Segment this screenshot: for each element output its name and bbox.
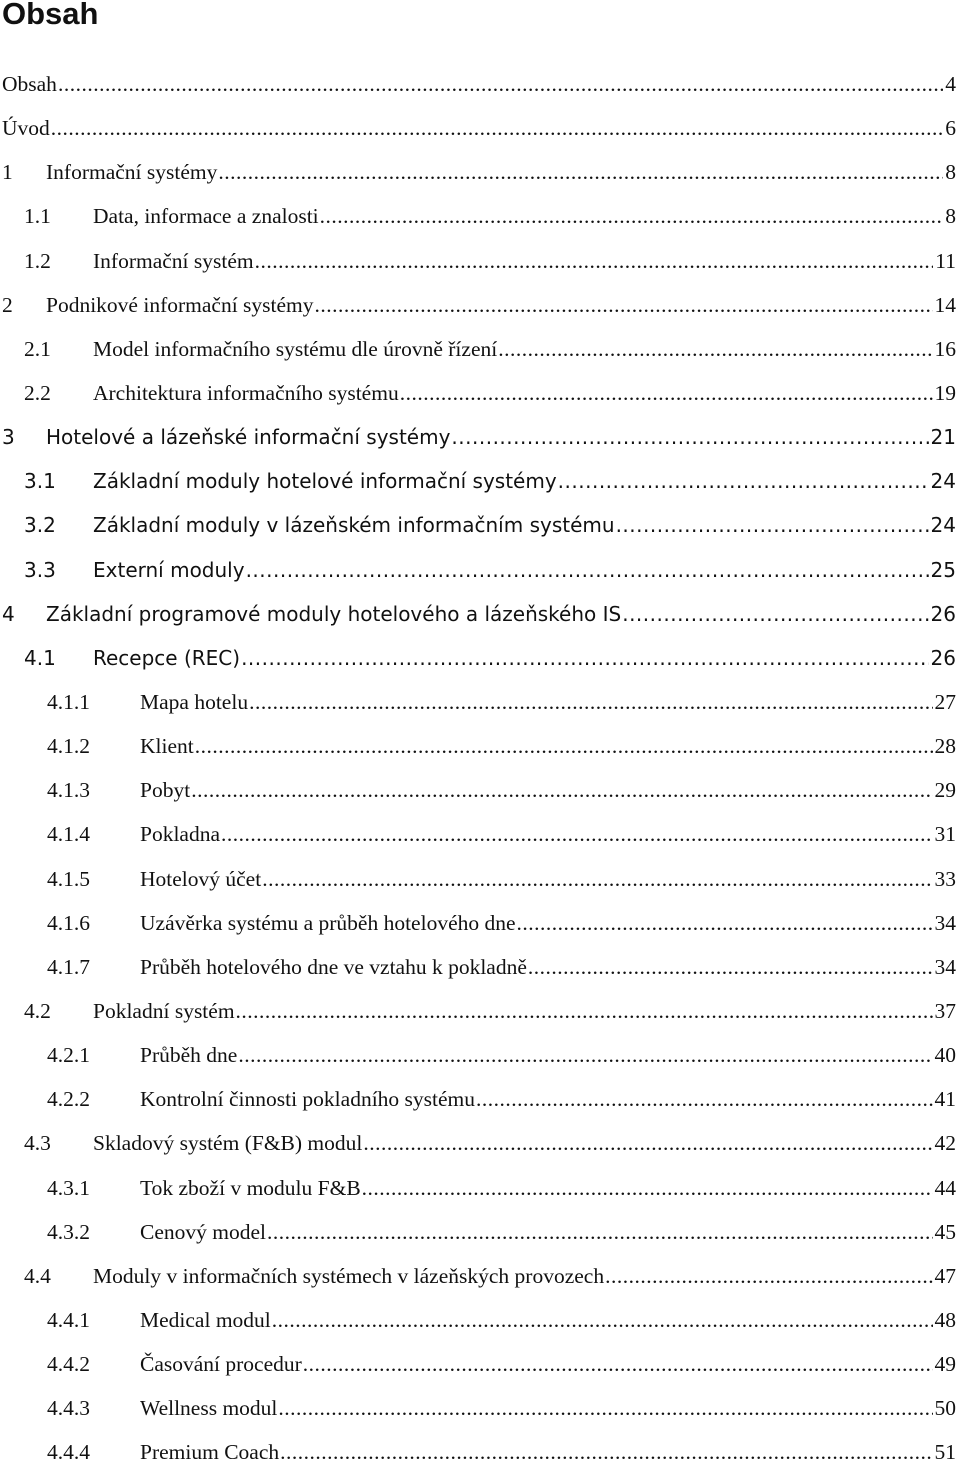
dot-leader	[272, 1298, 933, 1342]
dot-leader	[558, 459, 929, 503]
dot-leader	[303, 1342, 933, 1386]
toc-entry[interactable]	[0, 239, 956, 283]
toc-entry-label[interactable]: Model informačního systému dle úrovně řízení	[93, 327, 498, 371]
dot-leader	[605, 1254, 932, 1298]
toc-entry-page-number[interactable]: 28	[933, 724, 957, 768]
toc-entry-number: 4.1	[24, 645, 56, 670]
toc-entry-page-number[interactable]: 42	[933, 1121, 957, 1165]
toc-entry-page-number[interactable]: 6	[943, 106, 956, 150]
dot-leader	[616, 503, 929, 547]
toc-entry-page-number[interactable]: 44	[933, 1166, 957, 1210]
toc-entry-number: 4.4	[24, 1263, 51, 1288]
toc-entry-page-number[interactable]: 34	[933, 945, 957, 989]
toc-entry[interactable]	[0, 1342, 956, 1386]
toc-entry-page-number[interactable]: 50	[933, 1386, 957, 1430]
dot-leader	[498, 327, 932, 371]
toc-entry-label[interactable]: Mapa hotelu	[140, 680, 249, 724]
toc-entry-line	[93, 636, 956, 680]
toc-entry-number: 4.1.2	[47, 734, 90, 759]
toc-entry-line	[140, 1077, 956, 1121]
dot-leader	[278, 1386, 932, 1430]
toc-entry-label[interactable]: Obsah	[2, 62, 58, 106]
dot-leader	[255, 239, 934, 283]
toc-entry[interactable]	[0, 1166, 956, 1210]
toc-entry-page-number[interactable]: 45	[933, 1210, 957, 1254]
toc-entry-label[interactable]: Premium Coach	[140, 1430, 280, 1474]
dot-leader	[622, 592, 928, 636]
toc-entry-number: 1.2	[24, 248, 51, 273]
toc-entry-number: 4.2.2	[47, 1087, 90, 1112]
toc-entry[interactable]	[0, 1121, 956, 1165]
toc-entry[interactable]	[0, 680, 956, 724]
toc-entry-number: 4.4.3	[47, 1396, 90, 1421]
dot-leader	[400, 371, 933, 415]
dot-leader	[476, 1077, 932, 1121]
toc-entry-label[interactable]: Skladový systém (F&B) modul	[93, 1121, 363, 1165]
toc-entry-number: 1	[2, 160, 13, 185]
toc-entry-line	[140, 812, 956, 856]
toc-entry[interactable]	[0, 989, 956, 1033]
toc-entry-page-number[interactable]: 19	[933, 371, 957, 415]
toc-entry-line	[93, 989, 956, 1033]
toc-entry-page-number[interactable]: 47	[933, 1254, 957, 1298]
toc-entry-number: 4.3	[24, 1131, 51, 1156]
toc-entry-label[interactable]: Moduly v informačních systémech v lázeňských provozech	[93, 1254, 605, 1298]
dot-leader	[280, 1430, 932, 1474]
toc-entry-line	[140, 768, 956, 812]
toc-entry-label[interactable]: Pokladní systém	[93, 989, 236, 1033]
toc-entry-number: 1.1	[24, 204, 51, 229]
toc-entry-line	[93, 327, 956, 371]
toc-entry-number: 4.3.2	[47, 1219, 90, 1244]
toc-entry-label[interactable]: Základní programové moduly hotelového a lázeňského IS	[46, 592, 622, 636]
toc-entry[interactable]	[0, 62, 956, 106]
toc-entry-label[interactable]: Úvod	[2, 106, 51, 150]
toc-entry-label[interactable]: Cenový model	[140, 1210, 267, 1254]
toc-entry-number: 4.4.2	[47, 1352, 90, 1377]
toc-entry-line	[93, 371, 956, 415]
toc-entry[interactable]	[0, 548, 956, 592]
toc-entry-page-number[interactable]: 26	[929, 592, 956, 636]
toc-entry-number: 4.4.4	[47, 1440, 90, 1465]
toc-entry-line	[93, 1121, 956, 1165]
toc-entry-number: 2	[2, 292, 13, 317]
dot-leader	[246, 548, 929, 592]
toc-entry[interactable]	[0, 415, 956, 459]
toc-entry-label[interactable]: Časování procedur	[140, 1342, 303, 1386]
toc-entry-label[interactable]: Kontrolní činnosti pokladního systému	[140, 1077, 476, 1121]
toc-entry-line	[46, 283, 956, 327]
toc-entry-page-number[interactable]: 8	[943, 150, 956, 194]
toc-entry[interactable]	[0, 636, 956, 680]
toc-entry-page-number[interactable]: 11	[933, 239, 956, 283]
toc-entry-number: 3.1	[24, 469, 56, 494]
dot-leader	[51, 106, 943, 150]
toc-entry[interactable]	[0, 901, 956, 945]
toc-entry-number: 4.2	[24, 998, 51, 1023]
toc-entry[interactable]	[0, 1254, 956, 1298]
toc-entry-number: 4.1.3	[47, 778, 90, 803]
toc-entry-page-number[interactable]: 8	[943, 194, 956, 238]
toc-entry-line	[46, 150, 956, 194]
dot-leader	[58, 62, 943, 106]
toc-entry-page-number[interactable]: 37	[933, 989, 957, 1033]
toc-entry[interactable]	[0, 1298, 956, 1342]
toc-entry-label[interactable]: Wellness modul	[140, 1386, 278, 1430]
toc-entry-line	[93, 1254, 956, 1298]
toc-entry-line	[140, 724, 956, 768]
toc-entry-line	[46, 415, 956, 459]
toc-entry-page-number[interactable]: 21	[929, 415, 956, 459]
toc-entry-page-number[interactable]: 51	[933, 1430, 957, 1474]
toc-entry-label[interactable]: Recepce (REC)	[93, 636, 241, 680]
toc-entry-label[interactable]: Tok zboží v modulu F&B	[140, 1166, 362, 1210]
toc-entry-label[interactable]: Informační systém	[93, 239, 255, 283]
toc-entry-label[interactable]: Informační systémy	[46, 150, 218, 194]
page-title: Obsah	[2, 0, 99, 31]
dot-leader	[320, 194, 944, 238]
dot-leader	[528, 945, 933, 989]
toc-entry-label[interactable]: Průběh dne	[140, 1033, 238, 1077]
toc-entry-page-number[interactable]: 16	[933, 327, 957, 371]
toc-entry-page-number[interactable]: 41	[933, 1077, 957, 1121]
toc-entry-label[interactable]: Základní moduly hotelové informační systémy	[93, 459, 558, 503]
toc-entry-number: 4.3.1	[47, 1175, 90, 1200]
toc-entry[interactable]	[0, 812, 956, 856]
dot-leader	[238, 1033, 932, 1077]
dot-leader	[191, 768, 932, 812]
toc-entry-label[interactable]: Hotelové a lázeňské informační systémy	[46, 415, 451, 459]
toc-entry-page-number[interactable]: 34	[933, 901, 957, 945]
toc-entry-page-number[interactable]: 26	[929, 636, 956, 680]
dot-leader	[517, 901, 933, 945]
dot-leader	[315, 283, 933, 327]
toc-entry[interactable]	[0, 503, 956, 547]
toc-entry-page-number[interactable]: 31	[933, 812, 957, 856]
toc-entry[interactable]	[0, 1386, 956, 1430]
toc-entry-number: 4.1.4	[47, 822, 90, 847]
toc-entry-line	[46, 592, 956, 636]
toc-entry[interactable]	[0, 283, 956, 327]
toc-entry-page-number[interactable]: 48	[933, 1298, 957, 1342]
toc-entry-line	[140, 1166, 956, 1210]
toc-entry-number: 4.1.7	[47, 954, 90, 979]
toc-entry-line	[140, 680, 956, 724]
toc-entry-number: 3	[2, 425, 15, 450]
toc-entry-line	[140, 1033, 956, 1077]
toc-entry-label[interactable]: Hotelový účet	[140, 857, 262, 901]
dot-leader	[267, 1210, 933, 1254]
dot-leader	[241, 636, 928, 680]
toc-entry-line	[93, 459, 956, 503]
toc-entry[interactable]	[0, 1210, 956, 1254]
dot-leader	[195, 724, 933, 768]
toc-entry-page-number[interactable]: 24	[929, 459, 956, 503]
toc-entry-line	[140, 1298, 956, 1342]
dot-leader	[221, 812, 932, 856]
toc-entry-page-number[interactable]: 25	[929, 548, 956, 592]
toc-entry-number: 4.1.6	[47, 910, 90, 935]
toc-entry-line	[2, 62, 956, 106]
toc-entry-label[interactable]: Základní moduly v lázeňském informačním systému	[93, 503, 616, 547]
dot-leader	[249, 680, 932, 724]
toc-entry-label[interactable]: Klient	[140, 724, 195, 768]
toc-entry[interactable]	[0, 106, 956, 150]
toc-entry-line	[140, 1342, 956, 1386]
toc-entry-label[interactable]: Podnikové informační systémy	[46, 283, 315, 327]
toc-entry-number: 2.2	[24, 380, 51, 405]
toc-entry-page-number[interactable]: 49	[933, 1342, 957, 1386]
toc-entry[interactable]	[0, 592, 956, 636]
toc-entry-line	[2, 106, 956, 150]
toc-entry-label[interactable]: Architektura informačního systému	[93, 371, 400, 415]
toc-entry-line	[93, 548, 956, 592]
dot-leader	[218, 150, 943, 194]
toc-entry-label[interactable]: Data, informace a znalosti	[93, 194, 320, 238]
toc-entry-label[interactable]: Průběh hotelového dne ve vztahu k pokladně	[140, 945, 528, 989]
toc-entry-line	[140, 857, 956, 901]
toc-entry-line	[140, 1430, 956, 1474]
toc-entry-line	[93, 239, 956, 283]
toc-entry[interactable]	[0, 150, 956, 194]
toc-entry-line	[140, 945, 956, 989]
toc-entry-line	[140, 1386, 956, 1430]
toc-entry-line	[140, 1210, 956, 1254]
toc-entry-number: 3.2	[24, 513, 56, 538]
toc-entry-label[interactable]: Uzávěrka systému a průběh hotelového dne	[140, 901, 517, 945]
toc-entry[interactable]	[0, 371, 956, 415]
toc-entry[interactable]	[0, 1430, 956, 1474]
toc-entry-page-number[interactable]: 33	[933, 857, 957, 901]
toc-entry-number: 3.3	[24, 557, 56, 582]
toc-entry-number: 4.2.1	[47, 1043, 90, 1068]
toc-entry-number: 4.4.1	[47, 1307, 90, 1332]
toc-entry[interactable]	[0, 1077, 956, 1121]
toc-entry-number: 4.1.5	[47, 866, 90, 891]
dot-leader	[451, 415, 928, 459]
toc-entry[interactable]	[0, 194, 956, 238]
toc-entry-page-number[interactable]: 40	[933, 1033, 957, 1077]
dot-leader	[363, 1121, 932, 1165]
toc-entry-line	[93, 194, 956, 238]
toc-entry[interactable]	[0, 327, 956, 371]
toc-entry-page-number[interactable]: 27	[933, 680, 957, 724]
toc-entry-label[interactable]: Medical modul	[140, 1298, 272, 1342]
toc-entry-label[interactable]: Pobyt	[140, 768, 191, 812]
toc-entry[interactable]	[0, 459, 956, 503]
toc-entry-label[interactable]: Externí moduly	[93, 548, 246, 592]
toc-entry[interactable]	[0, 857, 956, 901]
dot-leader	[262, 857, 932, 901]
toc-entry[interactable]	[0, 945, 956, 989]
toc-entry-number: 2.1	[24, 336, 51, 361]
toc-entry[interactable]	[0, 1033, 956, 1077]
toc-entry-line	[93, 503, 956, 547]
toc-entry-label[interactable]: Pokladna	[140, 812, 221, 856]
toc-entry-page-number[interactable]: 24	[929, 503, 956, 547]
toc-entry-line	[140, 901, 956, 945]
dot-leader	[362, 1166, 933, 1210]
toc-entry[interactable]	[0, 768, 956, 812]
toc-entry-number: 4	[2, 601, 15, 626]
toc-entry-page-number[interactable]: 29	[933, 768, 957, 812]
toc-entry-page-number[interactable]: 14	[933, 283, 957, 327]
toc-entry-number: 4.1.1	[47, 689, 90, 714]
toc-entry-page-number[interactable]: 4	[943, 62, 956, 106]
dot-leader	[236, 989, 933, 1033]
table-of-contents	[0, 62, 956, 1475]
toc-entry[interactable]	[0, 724, 956, 768]
